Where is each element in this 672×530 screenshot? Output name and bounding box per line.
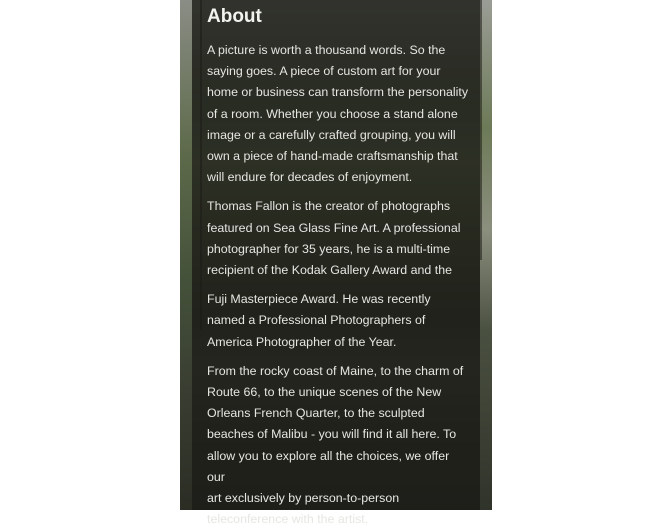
about-paragraph-intro: A picture is worth a thousand words. So the saying goes. A piece of custom art for your home or business can transform the personality of a room. Whether you choose a stand alone image or a carefully crafted grouping, you will own a piece of hand-made craftsmanship that will endure for decades of enjoyment.: [207, 43, 469, 185]
about-heading: About: [207, 6, 262, 27]
about-section: [207, 0, 469, 530]
about-paragraph-artist: Thomas Fallon is the creator of photographs featured on Sea Glass Fine Art. A professional photographer for 35 years, he is a multi-time recipient of the Kodak Gallery Award and the: [207, 199, 461, 278]
about-paragraph-awards: Fuji Masterpiece Award. He was recently named a Professional Photographers of America Photographer of the Year.: [207, 292, 431, 349]
about-panel-screenshot: [180, 0, 492, 527]
ship-mast: [480, 0, 482, 260]
about-paragraph-locations: From the rocky coast of Maine, to the charm of Route 66, to the unique scenes of the New Orleans French Quarter, to the sculpted beaches of Malibu - you will find it all here. To allow you to explore all the choices, we offer our art exclusively by person-to-person teleconference with the artist.: [207, 363, 464, 527]
background-photo-left-edge: [180, 0, 192, 510]
